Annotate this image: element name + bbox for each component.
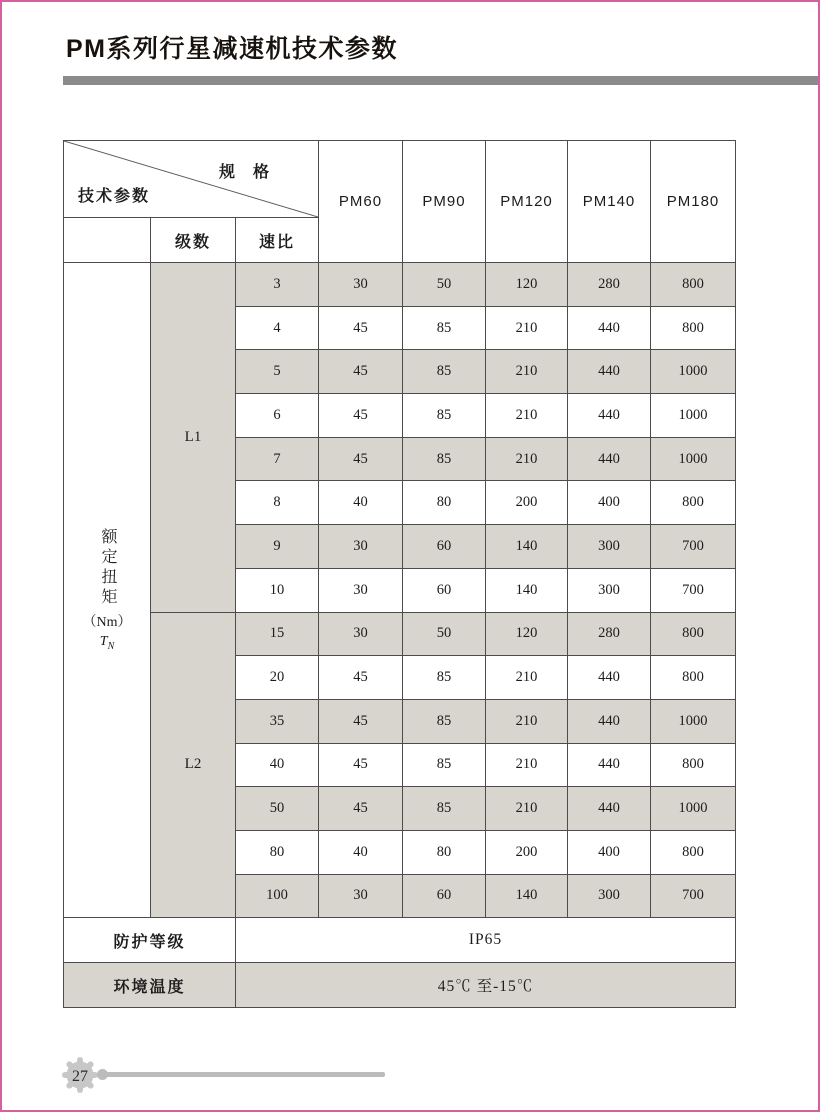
torque-value-cell: 440: [568, 787, 651, 831]
torque-value-cell: 45: [319, 743, 403, 787]
torque-value-cell: 45: [319, 437, 403, 481]
torque-value-cell: 45: [319, 350, 403, 394]
ratio-cell: 8: [236, 481, 319, 525]
torque-value-cell: 60: [403, 568, 486, 612]
torque-value-cell: 440: [568, 394, 651, 438]
ratio-cell: 35: [236, 699, 319, 743]
spec-corner-label: 规 格: [219, 164, 277, 181]
title-underline-bar: [63, 76, 818, 85]
column-header-pm180: PM180: [651, 141, 736, 263]
torque-value-cell: 800: [651, 830, 736, 874]
table-body: [64, 263, 736, 918]
spec-table: [63, 140, 736, 1008]
torque-value-cell: 700: [651, 874, 736, 918]
torque-value-cell: 210: [486, 787, 568, 831]
torque-value-cell: 300: [568, 525, 651, 569]
torque-value-cell: 120: [486, 612, 568, 656]
ambient-temperature-label: 环境温度: [64, 963, 236, 1008]
torque-value-cell: 85: [403, 743, 486, 787]
torque-value-cell: 440: [568, 699, 651, 743]
torque-value-cell: 210: [486, 350, 568, 394]
torque-value-cell: 1000: [651, 437, 736, 481]
torque-value-cell: 800: [651, 743, 736, 787]
ratio-cell: 15: [236, 612, 319, 656]
torque-value-cell: 440: [568, 437, 651, 481]
torque-value-cell: 85: [403, 437, 486, 481]
torque-value-cell: 85: [403, 350, 486, 394]
ratio-cell: 80: [236, 830, 319, 874]
torque-value-cell: 45: [319, 656, 403, 700]
torque-value-cell: 280: [568, 612, 651, 656]
table-row: [64, 263, 736, 307]
torque-value-cell: 85: [403, 656, 486, 700]
ratio-cell: 7: [236, 437, 319, 481]
diagonal-header-cell: [64, 141, 319, 218]
torque-value-cell: 60: [403, 874, 486, 918]
ratio-cell: 100: [236, 874, 319, 918]
torque-value-cell: 700: [651, 568, 736, 612]
torque-value-cell: 40: [319, 481, 403, 525]
ratio-cell: 6: [236, 394, 319, 438]
column-header-pm90: PM90: [403, 141, 486, 263]
torque-value-cell: 1000: [651, 787, 736, 831]
ratio-cell: 10: [236, 568, 319, 612]
table-row: [64, 612, 736, 656]
protection-grade-label: 防护等级: [64, 918, 236, 963]
ratio-cell: 9: [236, 525, 319, 569]
torque-unit-label: （Nm）: [82, 615, 132, 631]
torque-value-cell: 30: [319, 525, 403, 569]
torque-value-cell: 210: [486, 437, 568, 481]
torque-value-cell: 30: [319, 612, 403, 656]
torque-value-cell: 1000: [651, 394, 736, 438]
torque-value-cell: 140: [486, 525, 568, 569]
torque-value-cell: 85: [403, 787, 486, 831]
torque-value-cell: 200: [486, 830, 568, 874]
torque-value-cell: 45: [319, 306, 403, 350]
stage-header: 级数: [151, 218, 236, 263]
torque-value-cell: 400: [568, 481, 651, 525]
torque-value-cell: 45: [319, 787, 403, 831]
gear-icon: [60, 1055, 100, 1095]
ratio-cell: 5: [236, 350, 319, 394]
ratio-cell: 4: [236, 306, 319, 350]
column-header-pm60: PM60: [319, 141, 403, 263]
empty-header-cell: [64, 218, 151, 263]
torque-value-cell: 800: [651, 306, 736, 350]
torque-value-cell: 440: [568, 656, 651, 700]
ratio-cell: 40: [236, 743, 319, 787]
torque-value-cell: 300: [568, 568, 651, 612]
torque-value-cell: 120: [486, 263, 568, 307]
torque-value-cell: 1000: [651, 699, 736, 743]
torque-value-cell: 210: [486, 743, 568, 787]
torque-value-cell: 440: [568, 306, 651, 350]
torque-value-cell: 210: [486, 306, 568, 350]
torque-value-cell: 210: [486, 699, 568, 743]
torque-value-cell: 300: [568, 874, 651, 918]
torque-value-cell: 85: [403, 306, 486, 350]
stage-cell-l1: L1: [151, 263, 236, 613]
torque-value-cell: 200: [486, 481, 568, 525]
ratio-header: 速比: [236, 218, 319, 263]
torque-value-cell: 800: [651, 481, 736, 525]
column-header-pm140: PM140: [568, 141, 651, 263]
torque-value-cell: 800: [651, 263, 736, 307]
page-number: 27: [72, 1068, 88, 1085]
torque-value-cell: 30: [319, 874, 403, 918]
protection-grade-value: IP65: [236, 918, 736, 963]
column-header-pm120: PM120: [486, 141, 568, 263]
rated-torque-label: 额定扭矩: [99, 528, 116, 609]
torque-value-cell: 800: [651, 612, 736, 656]
torque-value-cell: 140: [486, 568, 568, 612]
torque-value-cell: 45: [319, 699, 403, 743]
torque-value-cell: 1000: [651, 350, 736, 394]
tech-params-corner-label: 技术参数: [78, 188, 151, 205]
torque-value-cell: 85: [403, 699, 486, 743]
torque-value-cell: 400: [568, 830, 651, 874]
torque-value-cell: 210: [486, 394, 568, 438]
torque-value-cell: 440: [568, 743, 651, 787]
torque-value-cell: 700: [651, 525, 736, 569]
torque-value-cell: 40: [319, 830, 403, 874]
torque-value-cell: 30: [319, 263, 403, 307]
torque-value-cell: 80: [403, 830, 486, 874]
ratio-cell: 3: [236, 263, 319, 307]
ratio-cell: 50: [236, 787, 319, 831]
stage-cell-l2: L2: [151, 612, 236, 918]
rated-torque-row-header: [64, 263, 151, 918]
torque-value-cell: 440: [568, 350, 651, 394]
page-title: PM系列行星减速机技术参数: [66, 35, 399, 63]
ambient-temperature-value: 45℃ 至-15℃: [236, 963, 736, 1008]
torque-value-cell: 30: [319, 568, 403, 612]
torque-value-cell: 85: [403, 394, 486, 438]
torque-value-cell: 60: [403, 525, 486, 569]
torque-value-cell: 50: [403, 263, 486, 307]
torque-value-cell: 140: [486, 874, 568, 918]
torque-value-cell: 45: [319, 394, 403, 438]
footer-rule-line: [103, 1072, 385, 1077]
torque-value-cell: 50: [403, 612, 486, 656]
torque-value-cell: 800: [651, 656, 736, 700]
torque-value-cell: 280: [568, 263, 651, 307]
ratio-cell: 20: [236, 656, 319, 700]
torque-value-cell: 210: [486, 656, 568, 700]
torque-value-cell: 80: [403, 481, 486, 525]
torque-symbol: $T_N$: [99, 634, 115, 653]
